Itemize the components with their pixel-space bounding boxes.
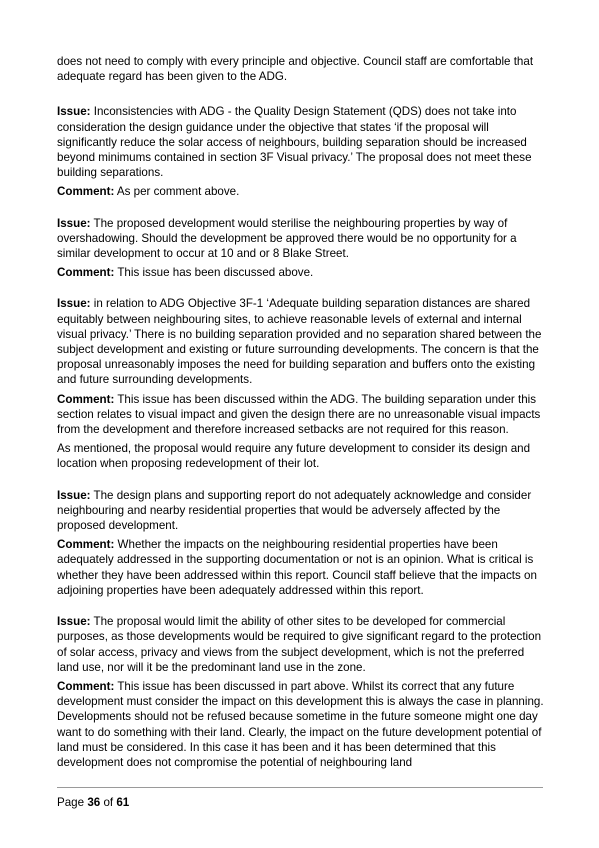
lead-paragraph: does not need to comply with every principle and objective. Council staff are comfortable that adequate regard has been given to the ADG. (57, 55, 534, 84)
issue-paragraph (57, 296, 547, 387)
issue-paragraph (57, 216, 547, 262)
comment-paragraph (57, 184, 547, 199)
issue-text: The design plans and supporting report do not adequately acknowledge and consider neighbouring and nearby residential properties that would be adversely affected by the proposed development. (57, 488, 532, 533)
issue-label: Issue: (57, 615, 91, 629)
issue-label: Issue: (57, 216, 91, 230)
comment-label: Comment: (57, 185, 115, 199)
comment-label: Comment: (57, 392, 115, 406)
issue-block-2 (57, 216, 547, 281)
page-prefix: Page (57, 796, 88, 809)
comment-paragraph (57, 265, 547, 280)
issue-text: in relation to ADG Objective 3F-1 ‘Adequate building separation distances are shared equitably between neighbouring sites, to achieve reasonable levels of external and internal visual privacy.’ There is no building separation provided and no separation shared between the subject development and existing or future surrounding developments. The concern is that the proposal unreasonably imposes the need for building separation and buffers onto the existing and future surrounding developments. (57, 297, 542, 387)
comment-label: Comment: (57, 266, 115, 280)
issue-block-3 (57, 296, 547, 471)
issue-paragraph (57, 104, 547, 180)
footer-divider (57, 787, 543, 788)
page-content (57, 54, 547, 786)
issue-block-5 (57, 614, 547, 770)
issue-paragraph (57, 488, 547, 534)
page-total: 61 (116, 796, 130, 809)
comment-label: Comment: (57, 679, 115, 693)
issue-text: The proposed development would sterilise the neighbouring properties by way of overshadowing. Should the development be approved there would be no opportunity for a similar development to occur at 10 and or 8 Blake Street. (57, 216, 517, 261)
issue-label: Issue: (57, 105, 91, 119)
comment-paragraph (57, 537, 547, 598)
issue-block-1 (57, 104, 547, 199)
comment-paragraph (57, 392, 547, 438)
comment-text: As per comment above. (114, 185, 240, 199)
page-of: of (100, 796, 117, 809)
issue-text: Inconsistencies with ADG - the Quality Design Statement (QDS) does not take into consideration the design guidance under the objective that states ‘if the proposal will significantly reduce the solar access of neighbours, building separation should be increased beyond minimums contained in section 3F Visual privacy.’ The proposal does not meet these building separations. (57, 105, 532, 180)
comment-extra-paragraph: As mentioned, the proposal would require any future development to consider its design and location when proposing redevelopment of their lot. (57, 442, 531, 471)
comment-label: Comment: (57, 538, 115, 552)
issue-block-4 (57, 488, 547, 598)
comment-text: This issue has been discussed above. (114, 266, 314, 280)
issue-label: Issue: (57, 297, 91, 311)
comment-text: This issue has been discussed in part above. Whilst its correct that any future development must consider the impact on this development this is always the case in planning. Developments should not be refused because sometime in the future someone might one day want to do something with their land. Clearly, the impact on the future development potential of land must be considered. In this case it has been and it has been determined that this development does not compromise the potential of neighbouring land (57, 679, 544, 769)
issue-label: Issue: (57, 488, 91, 502)
comment-text: This issue has been discussed within the ADG. The building separation under this section relates to visual impact and given the design there are no unreasonable visual impacts from the development and therefore increased setbacks are not required for this reason. (57, 392, 541, 437)
page-footer (57, 787, 543, 809)
comment-paragraph (57, 679, 547, 770)
comment-text: Whether the impacts on the neighbouring residential properties have been adequately addressed in the supporting documentation or not is an opinion. What is critical is whether they have been addressed within this report. Council staff believe that the impacts on adjoining properties have been adequately addressed within this report. (57, 538, 537, 597)
page-current: 36 (87, 796, 101, 809)
issue-paragraph (57, 614, 547, 675)
issue-text: The proposal would limit the ability of other sites to be developed for commercial purposes, as those developments would be required to give significant regard to the protection of solar access, privacy and views from the subject development, which is not the preferred land use, nor will it be the predominant land use in the zone. (57, 615, 542, 674)
page-number (57, 796, 543, 809)
